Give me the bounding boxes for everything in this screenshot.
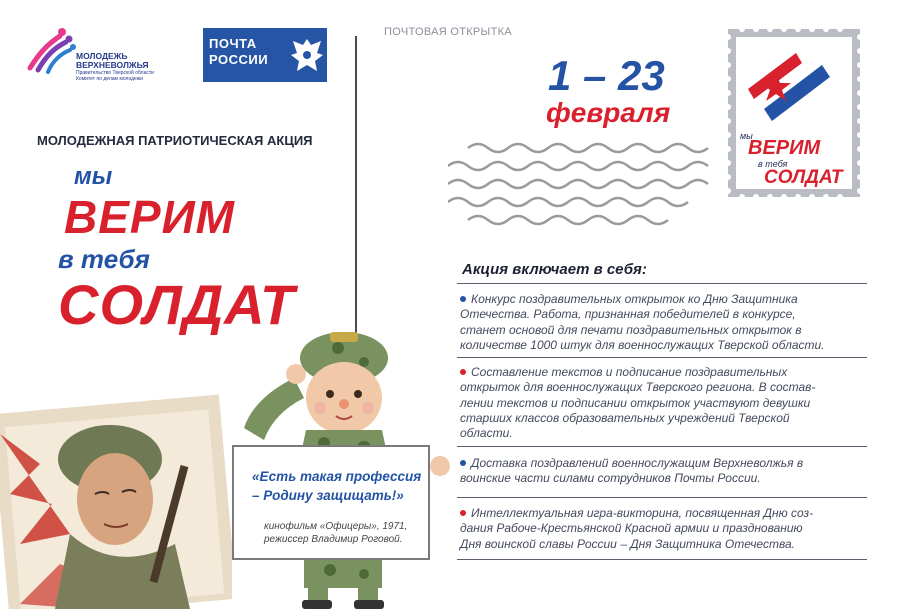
stamp-in-you: в тебя: [758, 159, 788, 169]
youth-sub-1: Правительство Тверской области: [76, 70, 154, 76]
item-1-line-4: количестве 1000 штук для военнослужащих Тверской области.: [460, 337, 825, 352]
stamp-we: мы: [740, 131, 753, 141]
bullet-icon: [460, 460, 466, 466]
quote-source-2: режиссер Владимир Роговой.: [264, 534, 403, 545]
item-1-line-3: станет основой для печати поздравительных открыток в: [460, 322, 802, 337]
youth-name-1: МОЛОДЕЖЬ: [76, 51, 128, 61]
stamp-believe: ВЕРИМ: [748, 137, 821, 159]
postcard-divider: [355, 36, 357, 366]
postmark-waves: [448, 130, 728, 230]
separator: [457, 559, 867, 560]
postage-stamp: [726, 27, 862, 199]
separator: [457, 497, 867, 498]
headline-we: мы: [74, 163, 113, 190]
list-item: [460, 456, 865, 487]
bullet-icon: [460, 369, 466, 375]
youth-name-2: ВЕРХНЕВОЛЖЬЯ: [76, 60, 149, 70]
item-2-line-4: старших классов образовательных учреждений Тверской: [460, 410, 790, 425]
youth-emblem-icon: [22, 22, 78, 78]
quote-source-1: кинофильм «Офицеры», 1971,: [264, 521, 408, 532]
item-2-line-3: лении текстов и подписании открыток участвуют девушки: [460, 395, 811, 410]
vintage-soldier-stamp: [0, 384, 232, 609]
item-2-line-2: открыток для военнослужащих Тверского региона. В состав-: [460, 380, 816, 395]
quote-card: [232, 445, 430, 560]
separator: [457, 357, 867, 358]
list-item: [460, 292, 865, 353]
date-month: февраля: [546, 97, 671, 128]
youth-sub-2: Комитет по делам молодежи: [76, 76, 143, 82]
item-3-line-2: воинские части силами сотрудников Почты России.: [460, 471, 761, 486]
separator: [457, 283, 867, 284]
quote-line-2: – Родину защищать!»: [252, 488, 404, 503]
youth-logo: [22, 22, 182, 92]
item-2-line-5: области.: [460, 426, 513, 441]
postcard-label: ПОЧТОВАЯ ОТКРЫТКА: [384, 26, 512, 38]
item-1-line-1: Конкурс поздравительных открыток ко Дню Защитника: [471, 292, 798, 306]
post-name-2: РОССИИ: [209, 52, 269, 67]
action-subtitle: МОЛОДЕЖНАЯ ПАТРИОТИЧЕСКАЯ АКЦИЯ: [37, 133, 313, 148]
headline-soldier: СОЛДАТ: [58, 273, 296, 336]
includes-title: Акция включает в себя:: [462, 261, 647, 278]
post-name-1: ПОЧТА: [209, 36, 257, 51]
bullet-icon: [460, 510, 466, 516]
item-4-line-3: Дня воинской славы России – Дня Защитника Отечества.: [460, 536, 795, 551]
quote-line-1: «Есть такая профессия: [252, 469, 422, 484]
item-2-line-1: Составление текстов и подписание поздравительных: [471, 365, 788, 379]
headline-believe: ВЕРИМ: [64, 191, 235, 243]
eagle-icon: [287, 33, 327, 77]
russian-post-logo: [203, 28, 327, 82]
item-3-line-1: Доставка поздравлений военнослужащим Верхневолжья в: [471, 456, 804, 470]
bullet-icon: [460, 296, 466, 302]
stamp-soldier: СОЛДАТ: [764, 167, 843, 188]
item-4-line-1: Интеллектуальная игра-викторина, посвященная Дню соз-: [471, 506, 814, 520]
date-range: 1 – 23: [548, 52, 665, 99]
item-4-line-2: дания Рабоче-Крестьянской Красной армии и празднованию: [460, 521, 803, 536]
item-1-line-2: Отечества. Работа, признанная победителей в конкурсе,: [460, 307, 796, 322]
separator: [457, 446, 867, 447]
headline-in-you: в тебя: [58, 244, 150, 274]
list-item: [460, 506, 865, 552]
list-item: [460, 365, 865, 441]
